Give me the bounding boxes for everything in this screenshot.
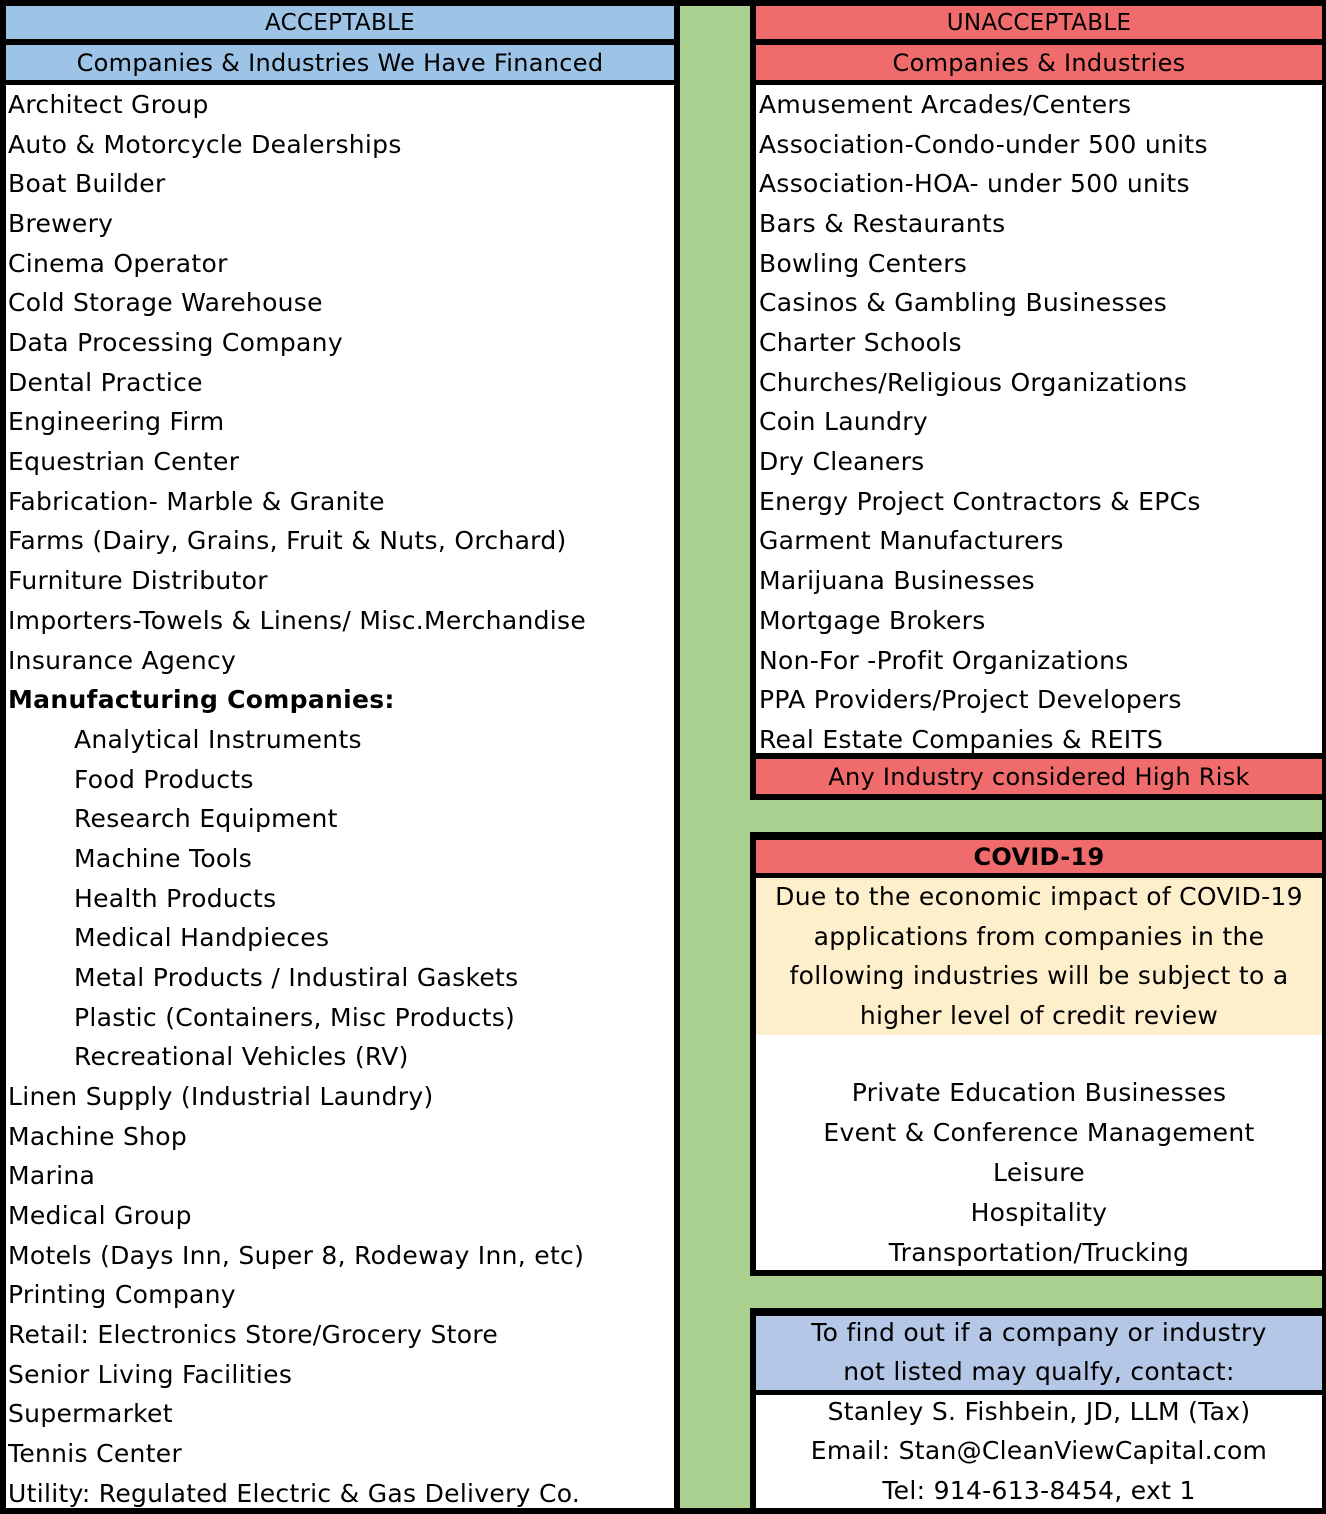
list-item: Data Processing Company xyxy=(8,328,343,357)
list-item: Real Estate Companies & REITS xyxy=(759,725,1164,754)
list-item: Motels (Days Inn, Super 8, Rodeway Inn, etc) xyxy=(8,1241,585,1270)
list-item: Dental Practice xyxy=(8,368,203,397)
list-item: Garment Manufacturers xyxy=(759,526,1064,555)
list-item: Marijuana Businesses xyxy=(759,566,1035,595)
list-item: Insurance Agency xyxy=(8,646,237,675)
contact-line: Stanley S. Fishbein, JD, LLM (Tax) xyxy=(827,1397,1251,1426)
covid-industry: Event & Conference Management xyxy=(823,1118,1255,1147)
list-item: Casinos & Gambling Businesses xyxy=(759,288,1168,317)
list-item: Bars & Restaurants xyxy=(759,209,1006,238)
list-item: Printing Company xyxy=(8,1280,236,1309)
acceptable-list xyxy=(6,85,674,1508)
contact-prompt-line: not listed may qualfy, contact: xyxy=(843,1357,1235,1386)
list-item: Linen Supply (Industrial Laundry) xyxy=(8,1082,434,1111)
list-item: Tennis Center xyxy=(8,1439,183,1468)
manufacturing-subitem: Analytical Instruments xyxy=(74,725,362,754)
divider-band-lower xyxy=(680,1276,1322,1308)
list-item: Cinema Operator xyxy=(8,249,228,278)
manufacturing-subitem: Machine Tools xyxy=(74,844,253,873)
section-heading: Manufacturing Companies: xyxy=(8,685,395,714)
list-item: PPA Providers/Project Developers xyxy=(759,685,1182,714)
list-item: Dry Cleaners xyxy=(759,447,925,476)
list-item: Retail: Electronics Store/Grocery Store xyxy=(8,1320,499,1349)
covid-industry: Private Education Businesses xyxy=(851,1078,1227,1107)
list-item: Equestrian Center xyxy=(8,447,240,476)
acceptable-header: ACCEPTABLE xyxy=(6,6,674,39)
list-item: Senior Living Facilities xyxy=(8,1360,293,1389)
manufacturing-subitem: Food Products xyxy=(74,765,254,794)
list-item: Coin Laundry xyxy=(759,407,928,436)
covid-header: COVID-19 xyxy=(756,840,1322,873)
covid-industry: Leisure xyxy=(993,1158,1085,1187)
list-item: Amusement Arcades/Centers xyxy=(759,90,1132,119)
list-item: Medical Group xyxy=(8,1201,192,1230)
list-item: Charter Schools xyxy=(759,328,962,357)
unacceptable-header: UNACCEPTABLE xyxy=(756,6,1322,39)
list-item: Architect Group xyxy=(8,90,209,119)
list-item: Farms (Dairy, Grains, Fruit & Nuts, Orchard) xyxy=(8,526,567,555)
manufacturing-subitem: Research Equipment xyxy=(74,804,338,833)
list-item: Boat Builder xyxy=(8,169,166,198)
list-item: Energy Project Contractors & EPCs xyxy=(759,487,1201,516)
list-item: Importers-Towels & Linens/ Misc.Merchandise xyxy=(8,606,587,635)
list-item: Auto & Motorcycle Dealerships xyxy=(8,130,402,159)
contact-prompt-line: To find out if a company or industry xyxy=(811,1318,1267,1347)
list-item: Machine Shop xyxy=(8,1122,188,1151)
covid-industry: Transportation/Trucking xyxy=(888,1238,1190,1267)
list-item: Bowling Centers xyxy=(759,249,968,278)
covid-notice-line: applications from companies in the xyxy=(813,922,1265,951)
list-item: Marina xyxy=(8,1161,96,1190)
list-item: Mortgage Brokers xyxy=(759,606,986,635)
list-item: Cold Storage Warehouse xyxy=(8,288,323,317)
divider-band-upper xyxy=(680,800,1322,832)
high-risk-footer: Any Industry considered High Risk xyxy=(756,759,1322,794)
covid-notice-line: following industries will be subject to a xyxy=(789,961,1289,990)
unacceptable-subheader: Companies & Industries xyxy=(756,45,1322,80)
manufacturing-subitem: Health Products xyxy=(74,884,277,913)
contact-line: Tel: 914-613-8454, ext 1 xyxy=(882,1476,1196,1505)
list-item: Brewery xyxy=(8,209,114,238)
list-item: Furniture Distributor xyxy=(8,566,268,595)
list-item: Supermarket xyxy=(8,1399,173,1428)
manufacturing-subitem: Metal Products / Industiral Gaskets xyxy=(74,963,519,992)
list-item: Fabrication- Marble & Granite xyxy=(8,487,385,516)
list-item: Association-HOA- under 500 units xyxy=(759,169,1190,198)
covid-notice-line: higher level of credit review xyxy=(859,1001,1219,1030)
contact-line: Email: Stan@CleanViewCapital.com xyxy=(810,1436,1268,1465)
manufacturing-subitem: Medical Handpieces xyxy=(74,923,330,952)
list-item: Non-For -Profit Organizations xyxy=(759,646,1129,675)
list-item: Association-Condo-under 500 units xyxy=(759,130,1208,159)
acceptable-subheader: Companies & Industries We Have Financed xyxy=(6,45,674,80)
list-item: Engineering Firm xyxy=(8,407,225,436)
list-item: Churches/Religious Organizations xyxy=(759,368,1188,397)
manufacturing-subitem: Plastic (Containers, Misc Products) xyxy=(74,1003,516,1032)
covid-notice-line: Due to the economic impact of COVID-19 xyxy=(775,882,1303,911)
covid-industry: Hospitality xyxy=(970,1198,1108,1227)
list-item: Utility: Regulated Electric & Gas Delivery Co. xyxy=(8,1479,581,1508)
manufacturing-subitem: Recreational Vehicles (RV) xyxy=(74,1042,409,1071)
